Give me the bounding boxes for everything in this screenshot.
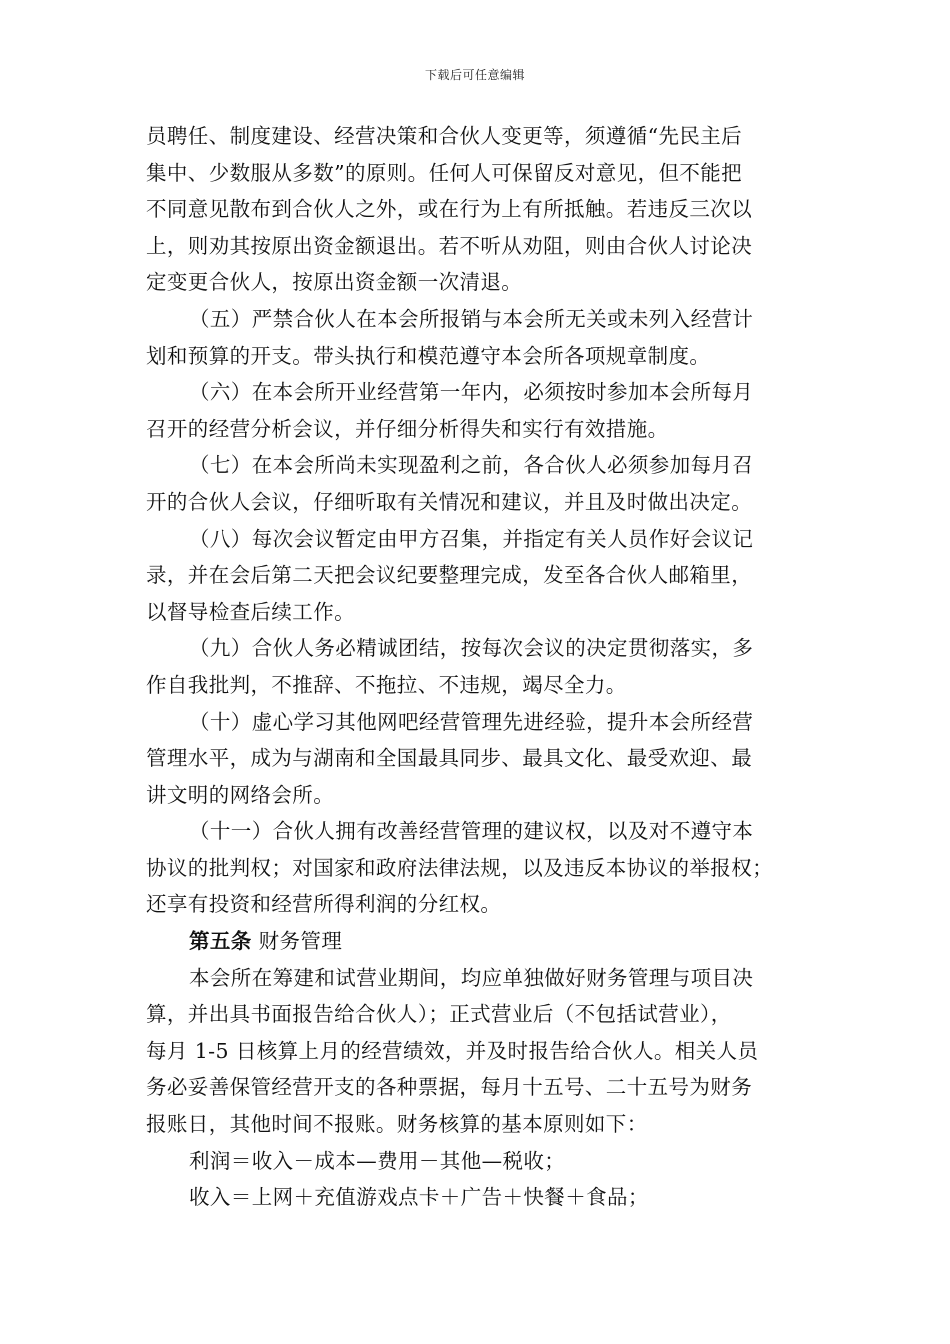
paragraph-line: 报账日，其他时间不报账。财务核算的基本原则如下：	[146, 1112, 648, 1137]
paragraph-line: 集中、少数服从多数”的原则。任何人可保留反对意见，但不能把	[146, 160, 743, 185]
paragraph-line: 管理水平，成为与湖南和全国最具同步、最具文化、最受欢迎、最	[146, 746, 753, 771]
paragraph-line: （六）在本会所开业经营第一年内，必须按时参加本会所每月	[189, 380, 754, 405]
paragraph-line: （七）在本会所尚未实现盈利之前，各合伙人必须参加每月召	[189, 453, 754, 478]
formula-line: 收入＝上网＋充值游戏点卡＋广告＋快餐＋食品；	[189, 1185, 649, 1210]
paragraph-line: 作自我批判，不推辞、不拖拉、不违规，竭尽全力。	[146, 672, 627, 697]
paragraph-line: 本会所在筹建和试营业期间，均应单独做好财务管理与项目决	[189, 965, 754, 990]
paragraph-line: 协议的批判权；对国家和政府法律法规，以及违反本协议的举报权；	[146, 855, 773, 880]
paragraph-line: （五）严禁合伙人在本会所报销与本会所无关或未列入经营计	[189, 306, 754, 331]
paragraph-line: 每月 1-5 日核算上月的经营绩效，并及时报告给合伙人。相关人员	[146, 1038, 759, 1063]
section-number: 第五条	[189, 929, 252, 954]
section-heading	[146, 923, 814, 960]
paragraph-line: 录，并在会后第二天把会议纪要整理完成，发至各合伙人邮箱里，	[146, 563, 753, 588]
section-title: 财务管理	[251, 929, 343, 954]
paragraph-line: 召开的经营分析会议，并仔细分析得失和实行有效措施。	[146, 416, 669, 441]
paragraph-line: 务必妥善保管经营开支的各种票据，每月十五号、二十五号为财务	[146, 1075, 753, 1100]
paragraph-line: （八）每次会议暂定由甲方召集，并指定有关人员作好会议记	[189, 526, 754, 551]
paragraph-line: 划和预算的开支。带头执行和模范遵守本会所各项规章制度。	[146, 343, 711, 368]
paragraph-line: 定变更合伙人，按原出资金额一次清退。	[146, 270, 523, 295]
paragraph-line: 还享有投资和经营所得利润的分红权。	[146, 892, 502, 917]
paragraph-line: 上，则劝其按原出资金额退出。若不听从劝阻，则由合伙人讨论决	[146, 233, 753, 258]
paragraph-line: 讲文明的网络会所。	[146, 782, 335, 807]
paragraph-line: 员聘任、制度建设、经营决策和合伙人变更等，须遵循“先民主后	[146, 124, 743, 148]
paragraph-line: （十）虚心学习其他网吧经营管理先进经验，提升本会所经营	[189, 709, 754, 734]
paragraph-line: 开的合伙人会议，仔细听取有关情况和建议，并且及时做出决定。	[146, 489, 753, 514]
paragraph-line: 算，并出具书面报告给合伙人）；正式营业后（不包括试营业），	[146, 1002, 732, 1027]
paragraph-line: （十一）合伙人拥有改善经营管理的建议权，以及对不遵守本	[189, 819, 754, 844]
paragraph-line: 不同意见散布到合伙人之外，或在行为上有所抵触。若违反三次以	[146, 197, 753, 222]
document-body	[146, 118, 814, 1216]
paragraph-line: 以督导检查后续工作。	[146, 599, 355, 624]
page-header: 下载后可任意编辑	[424, 68, 525, 82]
formula-line: 利润＝收入－成本—费用－其他—税收；	[189, 1148, 566, 1173]
paragraph-line: （九）合伙人务必精诚团结，按每次会议的决定贯彻落实，多	[189, 636, 754, 661]
